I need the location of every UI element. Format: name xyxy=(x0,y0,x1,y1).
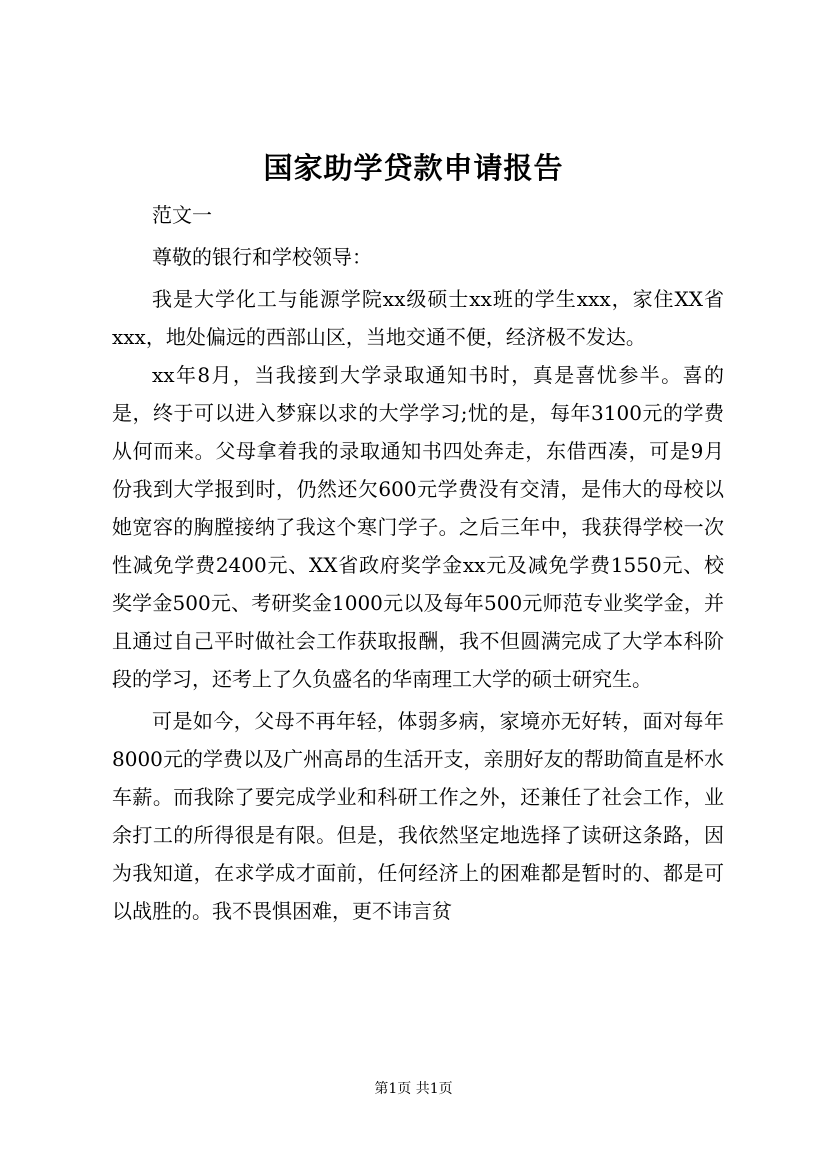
document-body xyxy=(112,196,724,930)
paragraph-current-situation: 可是如今，父母不再年轻，体弱多病，家境亦无好转，面对每年8000元的学费以及广州高昂的生活开支，亲朋好友的帮助简直是杯水车薪。而我除了要完成学业和科研工作之外，还兼任了社会工作，业余打工的所得很是有限。但是，我依然坚定地选择了读研这条路，因为我知道，在求学成才面前，任何经济上的困难都是暂时的、都是可以战胜的。我不畏惧困难，更不讳言贫 xyxy=(112,709,724,923)
paragraph-heading-fanwen: 范文一 xyxy=(152,203,212,227)
page-number-footer: 第1页 共1页 xyxy=(374,1081,453,1097)
paragraph-introduction: 我是大学化工与能源学院xx级硕士xx班的学生xxx，家住XX省xxx，地处偏远的西部山区，当地交通不便，经济极不发达。 xyxy=(112,287,724,349)
paragraph-salutation: 尊敬的银行和学校领导： xyxy=(152,245,372,269)
document-title: 国家助学贷款申请报告 xyxy=(263,151,564,185)
paragraph-admission: xx年8月，当我接到大学录取通知书时，真是喜忧参半。喜的是，终于可以进入梦寐以求的大学学习;忧的是，每年3100元的学费从何而来。父母拿着我的录取通知书四处奔走，东借西凑，可是9月份我到大学报到时，仍然还欠600元学费没有交清，是伟大的母校以她宽容的胸膛接纳了我这个寒门学子。之后三年中，我获得学校一次性减免学费2400元、XX省政府奖学金xx元及减免学费1550元、校奖学金500元、考研奖金1000元以及每年500元师范专业奖学金，并且通过自己平时做社会工作获取报酬，我不但圆满完成了大学本科阶段的学习，还考上了久负盛名的华南理工大学的硕士研究生。 xyxy=(112,363,724,691)
